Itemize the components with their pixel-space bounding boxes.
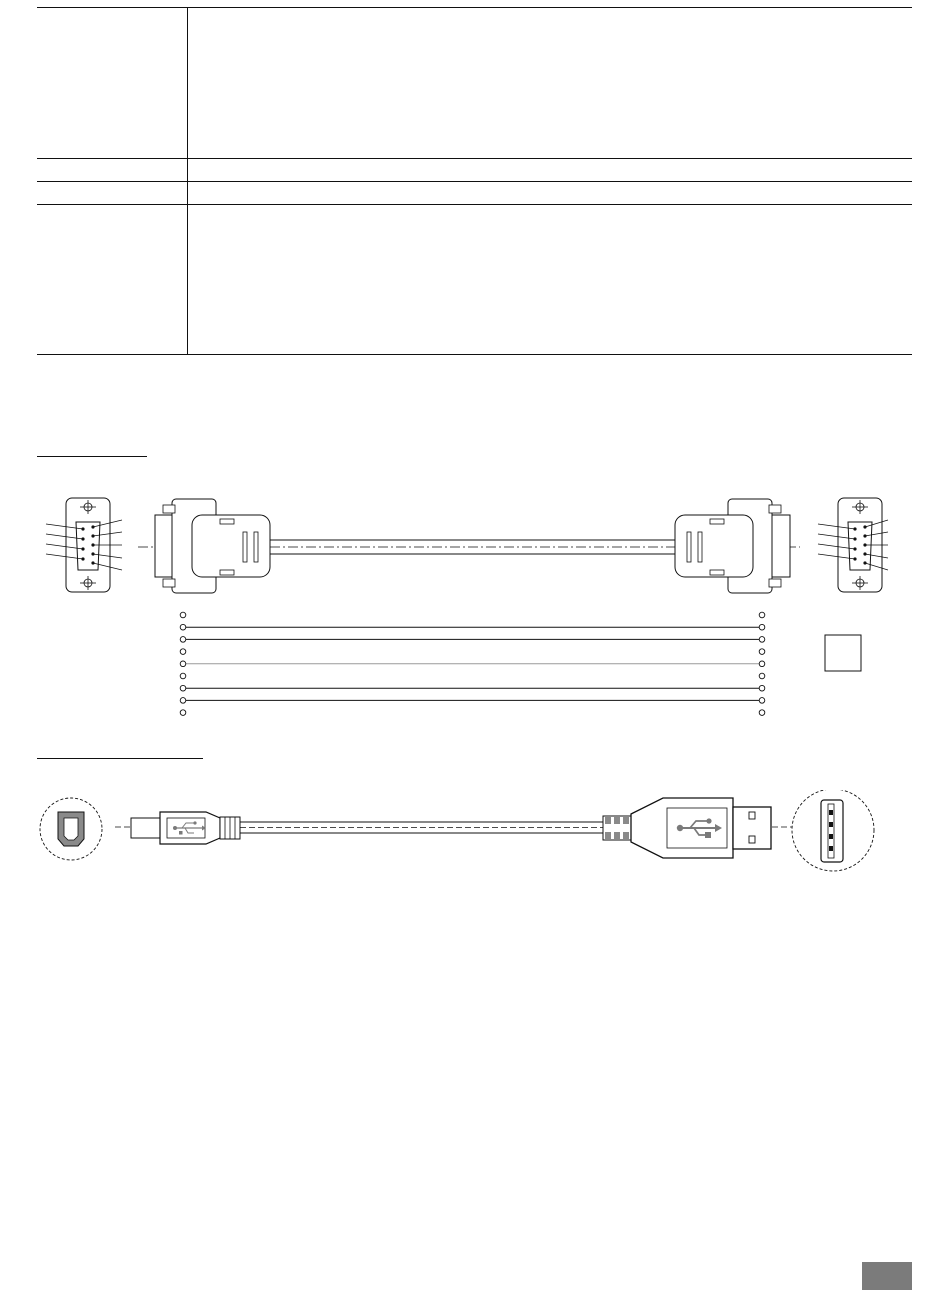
left-pin-terminal-9: [180, 710, 186, 716]
serial-wiring: [180, 612, 765, 715]
right-pin-terminal-7: [759, 685, 765, 691]
left-pin-terminal-2: [180, 624, 186, 630]
serial-cable-diagram: [0, 488, 950, 720]
serial-cable-heading: [37, 438, 147, 457]
right-pin-terminal-8: [759, 698, 765, 704]
db9-front-right-icon: [818, 498, 888, 592]
usb-type-b-port-icon: [40, 798, 102, 860]
db9-front-left-icon: [46, 498, 122, 592]
usb-type-a-port-icon: [792, 790, 874, 871]
right-pin-terminal-4: [759, 649, 765, 655]
right-pin-terminal-3: [759, 637, 765, 643]
spec-table-grid: [0, 0, 950, 360]
page-number-tab: [862, 1262, 912, 1290]
left-pin-terminal-8: [180, 698, 186, 704]
left-pin-terminal-6: [180, 673, 186, 679]
right-pin-terminal-5: [759, 661, 765, 667]
wiring-legend-box: [825, 635, 861, 671]
spec-table: [0, 0, 950, 360]
right-pin-terminal-6: [759, 673, 765, 679]
right-pin-terminal-9: [759, 710, 765, 716]
left-pin-terminal-3: [180, 637, 186, 643]
left-pin-terminal-4: [180, 649, 186, 655]
db9-plug-right-icon: [675, 499, 790, 593]
left-pin-terminal-5: [180, 661, 186, 667]
left-pin-terminal-7: [180, 685, 186, 691]
usb-cable-diagram: [0, 790, 950, 880]
right-pin-terminal-2: [759, 624, 765, 630]
right-pin-terminal-1: [759, 612, 765, 618]
usb-cable-heading: [37, 742, 203, 759]
left-pin-terminal-1: [180, 612, 186, 618]
db9-plug-left-icon: [155, 499, 270, 593]
